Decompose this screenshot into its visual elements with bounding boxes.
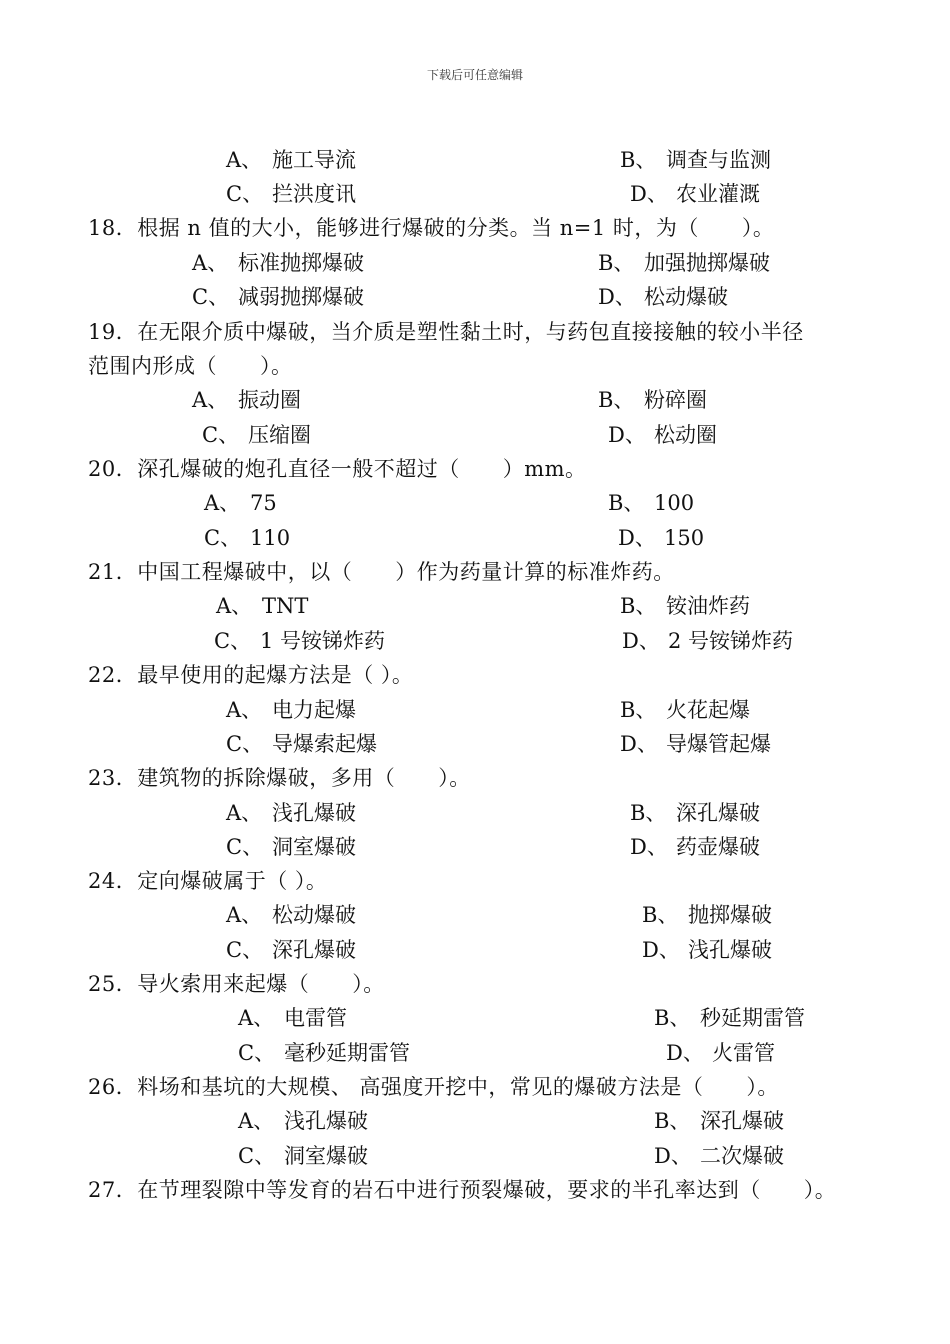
option-label: A、: [192, 251, 229, 275]
option-text: 75: [250, 491, 277, 515]
option-label: B、: [654, 1006, 691, 1030]
option-text: 浅孔爆破: [688, 938, 772, 962]
option-text: 药壶爆破: [676, 835, 760, 859]
option-a: [216, 592, 308, 620]
option-b: [608, 489, 694, 517]
option-text: 加强抛掷爆破: [644, 251, 770, 275]
option-label: D、: [620, 732, 658, 756]
option-text: 深孔爆破: [272, 938, 356, 962]
option-a: [204, 489, 277, 517]
option-label: B、: [642, 903, 679, 927]
option-b: [620, 696, 750, 724]
option-c: [214, 627, 385, 655]
question-26: 26．料场和基坑的大规模、 高强度开挖中，常见的爆破方法是（ ）。: [88, 1075, 779, 1099]
option-text: 抛掷爆破: [688, 903, 772, 927]
option-c: [204, 524, 290, 552]
option-label: D、: [654, 1144, 692, 1168]
option-a: [226, 146, 356, 174]
option-label: A、: [238, 1109, 275, 1133]
option-text: 深孔爆破: [676, 801, 760, 825]
option-d: [622, 627, 793, 655]
option-text: 火雷管: [712, 1041, 775, 1065]
option-text: 110: [250, 526, 291, 550]
option-text: 铵油炸药: [666, 594, 750, 618]
question-23: 23．建筑物的拆除爆破，多用（ ）。: [88, 766, 471, 790]
option-label: B、: [598, 388, 635, 412]
option-a: [192, 249, 364, 277]
option-b: [598, 249, 770, 277]
option-label: D、: [622, 629, 660, 653]
option-text: 2 号铵锑炸药: [668, 629, 794, 653]
question-27: 27．在节理裂隙中等发育的岩石中进行预裂爆破，要求的半孔率达到（ ）。: [88, 1178, 837, 1202]
option-text: 毫秒延期雷管: [284, 1041, 410, 1065]
option-b: [620, 592, 750, 620]
option-c: [202, 421, 311, 449]
option-c: [226, 730, 377, 758]
option-label: A、: [216, 594, 253, 618]
option-label: D、: [608, 423, 646, 447]
option-d: [630, 180, 760, 208]
question-24: 24．定向爆破属于（ ）。: [88, 869, 328, 893]
option-label: B、: [608, 491, 645, 515]
option-text: 洞室爆破: [284, 1144, 368, 1168]
option-text: 松动圈: [654, 423, 717, 447]
option-text: 施工导流: [272, 148, 356, 172]
option-text: 洞室爆破: [272, 835, 356, 859]
option-d: [666, 1039, 775, 1067]
option-a: [192, 386, 301, 414]
option-text: 拦洪度讯: [272, 182, 356, 206]
option-d: [620, 730, 771, 758]
option-b: [654, 1107, 784, 1135]
option-text: 松动爆破: [644, 285, 728, 309]
option-c: [238, 1142, 368, 1170]
option-text: 火花起爆: [666, 698, 750, 722]
option-text: 标准抛掷爆破: [238, 251, 364, 275]
option-c: [192, 283, 364, 311]
option-text: 农业灌溉: [676, 182, 760, 206]
option-text: 秒延期雷管: [700, 1006, 805, 1030]
option-label: A、: [204, 491, 241, 515]
option-label: A、: [192, 388, 229, 412]
option-d: [618, 524, 704, 552]
option-a: [226, 799, 356, 827]
option-label: D、: [642, 938, 680, 962]
option-text: 1 号铵锑炸药: [260, 629, 386, 653]
question-22: 22．最早使用的起爆方法是（ ）。: [88, 663, 414, 687]
option-b: [642, 901, 772, 929]
option-c: [226, 833, 356, 861]
option-text: 100: [654, 491, 695, 515]
option-label: C、: [226, 182, 264, 206]
option-label: D、: [630, 182, 668, 206]
option-label: B、: [630, 801, 667, 825]
option-label: C、: [214, 629, 252, 653]
option-label: B、: [620, 698, 657, 722]
question-18: 18．根据 n 值的大小，能够进行爆破的分类。当 n=1 时，为（ ）。: [88, 216, 775, 240]
option-c: [238, 1039, 410, 1067]
option-text: 浅孔爆破: [284, 1109, 368, 1133]
option-d: [642, 936, 772, 964]
option-label: D、: [630, 835, 668, 859]
option-text: 150: [664, 526, 705, 550]
option-label: C、: [192, 285, 230, 309]
option-label: B、: [620, 148, 657, 172]
option-a: [238, 1107, 368, 1135]
option-text: TNT: [262, 594, 309, 618]
option-text: 减弱抛掷爆破: [238, 285, 364, 309]
option-text: 粉碎圈: [644, 388, 707, 412]
option-text: 电雷管: [284, 1006, 347, 1030]
option-label: A、: [226, 698, 263, 722]
option-text: 浅孔爆破: [272, 801, 356, 825]
option-text: 调查与监测: [666, 148, 771, 172]
option-label: D、: [598, 285, 636, 309]
option-d: [598, 283, 728, 311]
question-25: 25．导火索用来起爆（ ）。: [88, 972, 385, 996]
option-label: B、: [620, 594, 657, 618]
option-label: B、: [654, 1109, 691, 1133]
option-label: C、: [226, 732, 264, 756]
option-label: A、: [226, 903, 263, 927]
option-text: 导爆索起爆: [272, 732, 377, 756]
option-text: 振动圈: [238, 388, 301, 412]
option-b: [654, 1004, 805, 1032]
option-text: 导爆管起爆: [666, 732, 771, 756]
option-a: [226, 901, 356, 929]
option-label: B、: [598, 251, 635, 275]
question-21: 21．中国工程爆破中，以（ ）作为药量计算的标准炸药。: [88, 560, 675, 584]
option-c: [226, 180, 356, 208]
question-19-line-1: 19．在无限介质中爆破，当介质是塑性黏土时，与药包直接接触的较小半径: [88, 320, 804, 344]
option-label: C、: [202, 423, 240, 447]
question-20: 20．深孔爆破的炮孔直径一般不超过（ ）mm。: [88, 457, 587, 481]
option-a: [226, 696, 356, 724]
option-label: A、: [226, 148, 263, 172]
option-text: 深孔爆破: [700, 1109, 784, 1133]
option-d: [630, 833, 760, 861]
option-label: A、: [226, 801, 263, 825]
option-c: [226, 936, 356, 964]
option-label: C、: [226, 938, 264, 962]
option-label: C、: [226, 835, 264, 859]
option-text: 电力起爆: [272, 698, 356, 722]
option-d: [654, 1142, 784, 1170]
option-text: 压缩圈: [248, 423, 311, 447]
option-b: [620, 146, 771, 174]
option-label: C、: [238, 1144, 276, 1168]
option-label: C、: [204, 526, 242, 550]
option-text: 二次爆破: [700, 1144, 784, 1168]
option-label: D、: [618, 526, 656, 550]
option-d: [608, 421, 717, 449]
option-label: A、: [238, 1006, 275, 1030]
option-label: C、: [238, 1041, 276, 1065]
option-b: [598, 386, 707, 414]
option-label: D、: [666, 1041, 704, 1065]
option-b: [630, 799, 760, 827]
option-text: 松动爆破: [272, 903, 356, 927]
option-a: [238, 1004, 347, 1032]
question-19-line-2: 范围内形成（ ）。: [88, 354, 293, 378]
page-header: 下载后可任意编辑: [426, 68, 523, 82]
